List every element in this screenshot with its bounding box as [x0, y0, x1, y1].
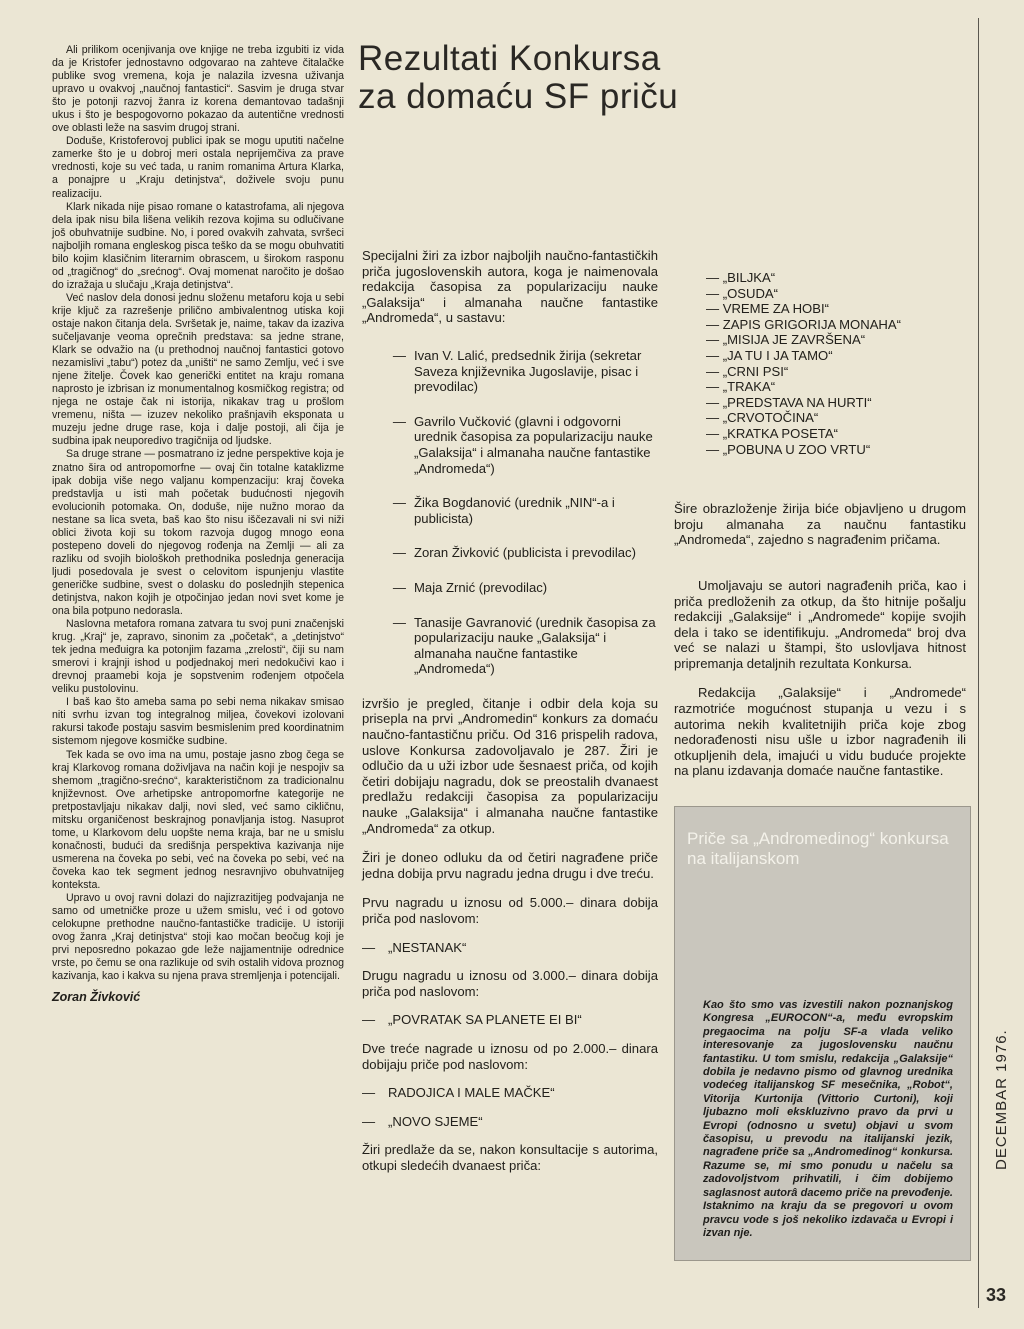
- jury-member: [362, 545, 658, 561]
- prize-story: [362, 1012, 658, 1028]
- jury-list: [362, 348, 658, 677]
- story-title: „KRATKA POSETA“: [722, 425, 838, 441]
- essay-paragraph: Doduše, Kristoferovoj publici ipak se mogu uputiti načelne zamerke što je u dobroj meri ostala neprijemčiva za prave vrednosti, koje su već tada, u ranim romanima Artura Klarka, a ponajpre u „Kraju detinjstva“, doživele svoju punu realizaciju.: [52, 135, 344, 200]
- list-dash: —: [706, 410, 720, 426]
- list-item: [706, 442, 966, 458]
- jury-member: [362, 495, 658, 526]
- list-dash: —: [392, 347, 406, 363]
- list-dash: —: [362, 1113, 376, 1129]
- story-title: „TRAKA“: [722, 379, 776, 395]
- list-dash: —: [392, 579, 406, 595]
- list-dash: —: [392, 614, 406, 630]
- list-dash: —: [392, 495, 406, 511]
- story-title: „JA TU I JA TAMO“: [722, 347, 833, 363]
- story-title: „NOVO SJEME“: [388, 1113, 483, 1129]
- column-divider: [978, 18, 979, 1308]
- prize-story: [362, 1085, 658, 1101]
- jury-member-text: Gavrilo Vučković (glavni i odgovorni urednik časopisa za popularizaciju nauke „Galaksija“ i almanaha naučne fantastike „Andromeda“): [414, 413, 653, 476]
- essay-paragraph: Naslovna metafora romana zatvara tu svoj puni značenjski krug. „Kraj“ je, zapravo, sinonim za „početak“, a „detinjstvo“ tek jedna međuigra ka potonjim fazama „zrelosti“, čiji su nam smerovi i krajnji ishod u podjednakoj meri nedokučivi kao i drevnoj praamebi koja je sopstvenim rođenjem otpočela veliku pustolovinu.: [52, 618, 344, 696]
- body-paragraph: Umoljavaju se autori nagrađenih priča, kao i priča predloženih za otkup, da što hitnije pošalju redakciji „Galaksije“ i „Andromede“ kopije svojih dela i tako se identifikuju. „Andromeda“ broj dva već se nalazi u štampi, što uslovljava hitnost pripremanja detaljnih rezultata Konkursa.: [674, 577, 966, 671]
- intro-paragraph: Specijalni žiri za izbor najboljih naučno-fantastičkih priča jugoslovenskih autora, koga je naimenovala redakcija časopisa za popularizaciju nauke „Galaksija“ i almanaha naučne fantastike „Andromeda“, u sastavu:: [362, 248, 658, 326]
- list-item: [706, 348, 966, 364]
- list-dash: —: [392, 413, 406, 429]
- list-item: [706, 395, 966, 411]
- list-item: [706, 426, 966, 442]
- article-title: [358, 40, 778, 116]
- list-item: [706, 286, 966, 302]
- box-text: Kao što smo vas izvestili nakon poznanjskog Kongresa „EUROCON“-a, među evropskim pregaocima na polju SF-a vlada veliko interesovanje za jugoslovensku naučnu fantastiku. U tom smislu, redakcija „Galaksije“ dobila je nedavno pismo od glavnog urednika vodećeg italijanskog SF mesečnika, „Robot“, Vitorija Kurtonija (Vittorio Curtoni), koji ljubazno moli ekskluzivno pravo da prvi u Evropi (odnosno u svetu) objavi u svom časopisu, u prevodu na italijanski jezik, nagrađene priče sa „Andromedinog“ konkursa. Razume se, mi smo ponudu u načelu sa zadovoljstvom prihvatili, i čim dobijemo saglasnost autorâ dacemo priče na prevođenje. Istaknimo na kraju da se pregovori u ovom pravcu vode s još nekoliko izdavača u Evropi i izvan nje.: [703, 999, 953, 1239]
- issue-date: DECEMBAR 1976.: [993, 1029, 1010, 1170]
- list-item: [706, 301, 966, 317]
- jury-member-text: Tanasije Gavranović (urednik časopisa za popularizaciju nauke „Galaksija“ i almanaha naučne fantastike „Andromeda“): [414, 614, 656, 677]
- body-paragraph: Žiri predlaže da se, nakon konsultacije s autorima, otkupi sledećih dvanaest priča:: [362, 1142, 658, 1173]
- prize-text: Prvu nagradu u iznosu od 5.000.– dinara dobija priča pod naslovom:: [362, 895, 658, 926]
- story-title: „CRNI PSI“: [722, 363, 789, 379]
- story-title: „CRVOTOČINA“: [722, 410, 819, 426]
- jury-member-text: Maja Zrnić (prevodilac): [414, 579, 548, 595]
- list-item: [706, 270, 966, 286]
- prize-text: Dve treće nagrade u iznosu od po 2.000.– dinara dobijaju priče pod naslovom:: [362, 1040, 658, 1072]
- jury-member: [362, 414, 658, 476]
- purchase-story-list: [674, 270, 966, 457]
- story-title: ZAPIS GRIGORIJA MONAHA“: [722, 316, 901, 332]
- story-title: „BILJKA“: [722, 270, 776, 285]
- list-dash: —: [706, 379, 720, 395]
- list-item: [706, 317, 966, 333]
- list-dash: —: [362, 1085, 376, 1101]
- essay-column: [52, 44, 344, 1004]
- list-dash: —: [706, 301, 720, 317]
- list-dash: —: [706, 285, 720, 301]
- list-dash: —: [706, 347, 720, 363]
- list-dash: —: [392, 545, 406, 561]
- prize-story: [362, 1114, 658, 1130]
- list-item: [706, 364, 966, 380]
- list-dash: —: [706, 441, 720, 457]
- story-title: „MISIJA JE ZAVRŠENA“: [722, 332, 866, 348]
- list-dash: —: [706, 394, 720, 410]
- prize-text: Drugu nagradu u iznosu od 3.000.– dinara dobija priča pod naslovom:: [362, 968, 658, 999]
- list-dash: —: [362, 1012, 376, 1028]
- body-paragraph: Redakcija „Galaksije“ i „Andromede“ razmotriće mogućnost stupanja u vezu i s autorima nekih kvalitetnijih priča koje zbog nedorađenosti nisu ušle u izbor nagrađenih ili otkupljenih dela, imajući u vidu buduće projekte na planu izdavanja domaće naučne fantastike.: [674, 685, 966, 779]
- box-title: Priče sa „Andromedinog“ konkursa na italijanskom: [687, 829, 949, 868]
- story-title: „NESTANAK“: [388, 939, 467, 955]
- list-item: [706, 379, 966, 395]
- list-item: [706, 410, 966, 426]
- jury-member-text: Zoran Živković (publicista i prevodilac): [414, 545, 636, 561]
- jury-member: [362, 615, 658, 677]
- list-dash: —: [706, 270, 720, 285]
- body-paragraph: izvršio je pregled, čitanje i odbir dela koja su prisepla na prvi „Andromedin“ konkurs za domaću naučno-fantastičnu priču. Od 316 prispelih radova, uslove Konkursa zadovoljavalo je 287. Žiri je odlučio da u uži izbor ude šesnaest priča, od kojih četiri dobijaju nagradu, dok se preostalih dvanaest predlažu redakciji časopisa za popularizaciju nauke „Galaksija“ i almanaha naučne fantastike „Andromeda“ za otkup.: [362, 695, 658, 836]
- prize-story: [362, 940, 658, 956]
- story-title: „POVRATAK SA PLANETE EI BI“: [388, 1012, 582, 1028]
- story-title: VREME ZA HOBI“: [722, 301, 829, 317]
- essay-paragraph: Tek kada se ovo ima na umu, postaje jasno zbog čega se kraj Klarkovog romana doživljava na način koji je nespojiv sa shemom „tragično-srećno“, karakterističnom za tradicionalnu književnost. Ove arhetipske antropomorfne kategorije ne pretpostavljaju nikakav dalji, novi sled, već samo cikličnu, mitsku organičenost beskrajnog ponavljanja istog. Nasuprot tome, u Klarkovom delu uopšte nema kraja, bar ne u smislu konačnosti, budući da središnja perspektiva kazivanja nije usmerena na čoveka po sebi, već na čoveka po sebi, već na čoveka kao tek segment jednog nesravnjivo obuhvatnijeg konteksta.: [52, 748, 344, 891]
- jury-member-text: Žika Bogdanović (urednik „NIN“-a i publicista): [414, 495, 615, 526]
- results-column: [362, 248, 658, 1174]
- story-title: „OSUDA“: [722, 285, 779, 301]
- list-dash: —: [706, 332, 720, 348]
- jury-member: [362, 580, 658, 596]
- list-dash: —: [706, 316, 720, 332]
- essay-signature: Zoran Živković: [52, 990, 141, 1005]
- page-number: 33: [986, 1285, 1007, 1305]
- body-paragraph: Šire obrazloženje žirija biće objavljeno u drugom broju almanaha za naučnu fantastiku „Andromeda“, zajedno s nagrađenim pričama.: [674, 501, 966, 548]
- story-title: „PREDSTAVA NA HURTI“: [722, 394, 872, 410]
- essay-paragraph: Upravo u ovoj ravni dolazi do najizrazitijeg podvajanja ne samo od umetničke proze u užem smislu, već i od gotovo celokupne prethodne naučno-fantastičke tradicije. U istoriji ovog žanra „Kraj detinjstva“ stoji kao močan beočug koji je prvi neposredno pokazao gde leže najjamentnije odrednice vrste, po čemu se ona razlikuje od svih ostalih vidova proznog kazivanja, kao i kakva su njena prava stremljenja i potencijali.: [52, 892, 344, 983]
- jury-member-text: Ivan V. Lalić, predsednik žirija (sekretar Saveza književnika Jugoslavije, pisac i prevodilac): [414, 347, 642, 395]
- title-line: Rezultati Konkursa: [358, 39, 661, 78]
- essay-paragraph: Klark nikada nije pisao romane o katastrofama, ali njegova dela ipak nisu bila lišena velikih rezova kojima su odlučivane još obuhvatnije sudbine. No, i pored ovakvih zahvata, svršeci najboljih romana engleskog pisca teško da se mogu obuhvatiti bilo kojim klasičnim literarnim obrascem, u širokom rasponu od „tragičnog“ do „srećnog“. Ovaj momenat naročito je došao do izražaja u slučaju „Kraja detinjstva“.: [52, 200, 344, 291]
- body-paragraph: Žiri je doneo odluku da od četiri nagrađene priče jedna dobija prvu nagradu jedna drugu i dve treću.: [362, 850, 658, 881]
- essay-paragraph: Već naslov dela donosi jednu složenu metaforu koja u sebi krije ključ za razrešenje prilično ambivalentnog utiska koji ostaje nakon čitanja dela. Svršetak je, naime, takav da izaziva sučeljavanje veoma oprečnih predstava: sa jedne strane, Klark se odvažio na (u prethodnoj naučnoj fantastici gotovo nezamislivi „tabu“) potez da „uništi“ ne samo Zemlju, već i sve njene žitelje. Čovek kao generički entitet na kraju romana naprosto je izbrisan iz monumentalnog kosmičkog registra; od njega ne ostaje čak ni istorija, nikakav trag u prošlom vremenu, ništa — izuzev nekoliko prašnjavih eksponata u muzeju jedne druge rase, koja i dalje postoji, ali čija je sudbina ipak neuporedivo tragičnija od ljudske.: [52, 291, 344, 448]
- list-item: [706, 332, 966, 348]
- essay-paragraph: Ali prilikom ocenjivanja ove knjige ne treba izgubiti iz vida da je Kristofer jednostavno odgovarao na zahteve čitalačke publike svog vremena, koja je nalazila izvesna uživanja upravo u ovakvoj „naučnoj fantastici“. Sasvim je druga stvar što je potonji razvoj žanra iz korena demantovao tadašnji ukus i što je bespogovorno pokazao da autentične vrednosti ove oblasti leže na sasvim drugoj strani.: [52, 44, 344, 135]
- story-title: RADOJICA I MALE MAČKE“: [388, 1085, 555, 1101]
- sidebar-box: [674, 806, 971, 1261]
- right-column: [674, 270, 966, 779]
- essay-paragraph: Sa druge strane — posmatrano iz jedne perspektive koja je znatno šira od antropomorfne — ovaj čin totalne kataklizme ipak dobija više nego valjanu kompenzaciju: kraj čoveka predstavlja u isti mah početak budućnosti njegovih evolucionih potomaka. On, doduše, nije nužno morao da nestane sa lica sveta, baš kao što nisu iščezavali ni svi niži oblici života koji su tokom razvoja dugog mnogo eona postepeno doveli do njegovog rođenja na Zemlji — ali za razliku od svojih biološkoh prethodnika poslednja generacija ljudi posedovala je svest o celovitom ispunjenju vlastite generičke sudbine, svest o dolasku do poslednjih stepenica detinjstva, nakon kojih je otpočinjao jedan novi svet kome je ona bila potpuno nedorasla.: [52, 448, 344, 618]
- list-dash: —: [362, 939, 376, 955]
- title-line: za domaću SF priču: [358, 77, 679, 116]
- story-title: „POBUNA U ZOO VRTU“: [722, 441, 871, 457]
- jury-member: [362, 348, 658, 395]
- list-dash: —: [706, 363, 720, 379]
- list-dash: —: [706, 425, 720, 441]
- essay-paragraph: I baš kao što ameba sama po sebi nema nikakav smisao niti svrhu izvan tog integralnog miljea, čovekovi izolovani rakursi takođe postaju sasvim besmislenim pred koordinatnim sistemom njegove kosmičke sudbine.: [52, 696, 344, 748]
